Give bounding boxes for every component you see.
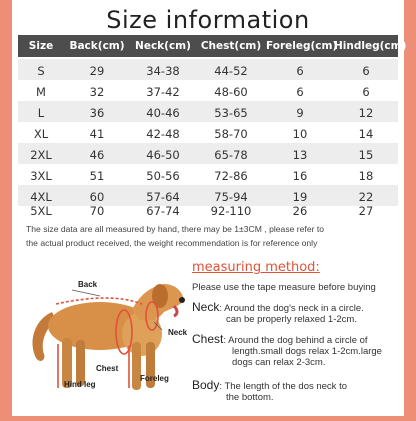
chest-text-1: : Around the dog behind a circle of xyxy=(223,335,368,346)
cell-neck: 34-38 xyxy=(146,64,180,78)
cell-back: 46 xyxy=(89,148,105,162)
cell-hindleg: 15 xyxy=(358,148,374,162)
table-header xyxy=(18,35,407,57)
cell-size: 5XL xyxy=(30,204,52,218)
cell-neck: 46-50 xyxy=(146,148,180,162)
neck-text-1: : Around the dog's neck in a circle. xyxy=(219,303,364,314)
cell-hindleg: 12 xyxy=(358,106,374,120)
cell-chest: 48-60 xyxy=(214,85,248,99)
cell-foreleg: 10 xyxy=(292,127,308,141)
table-row xyxy=(18,202,398,220)
dog-diagram xyxy=(12,260,192,416)
cell-back: 29 xyxy=(89,64,105,78)
back-pointer xyxy=(72,290,100,296)
header-neck: Neck(cm) xyxy=(135,40,191,52)
page-title: Size information xyxy=(106,6,310,34)
cell-neck: 40-46 xyxy=(146,106,180,120)
cell-hindleg: 27 xyxy=(358,204,374,218)
cell-back: 51 xyxy=(89,169,105,183)
cell-hindleg: 6 xyxy=(362,85,370,99)
cell-back: 32 xyxy=(89,85,105,99)
cell-hindleg: 18 xyxy=(358,169,374,183)
cell-hindleg: 6 xyxy=(362,64,370,78)
cell-chest: 53-65 xyxy=(214,106,248,120)
label-foreleg: Foreleg xyxy=(140,374,169,383)
cell-neck: 67-74 xyxy=(146,204,180,218)
chest-text-2: length.small dogs relax 1-2cm.large xyxy=(232,346,382,357)
measuring-title-text: measuring method: xyxy=(192,260,320,275)
cell-hindleg: 22 xyxy=(358,190,374,204)
note-line: The size data are all measured by hand, there may be 1±3CM , please refer to xyxy=(26,224,325,234)
label-chest: Chest xyxy=(96,364,119,373)
cell-back: 70 xyxy=(89,204,105,218)
measuring-title xyxy=(192,260,320,275)
cell-hindleg: 14 xyxy=(358,127,374,141)
cell-back: 41 xyxy=(89,127,105,141)
neck-instruction xyxy=(192,302,364,325)
table-row xyxy=(18,80,398,101)
note-line: the actual product received, the weight recommendation is for reference only xyxy=(26,238,318,248)
cell-neck: 37-42 xyxy=(146,85,180,99)
dog-nose xyxy=(179,297,185,303)
cell-size: 4XL xyxy=(30,190,52,204)
table-row xyxy=(18,122,398,143)
cell-neck: 57-64 xyxy=(146,190,180,204)
header-hindleg: Hindleg(cm) xyxy=(334,40,407,52)
cell-chest: 65-78 xyxy=(214,148,248,162)
body-instruction xyxy=(192,380,347,403)
label-hind-leg: Hind leg xyxy=(64,380,96,389)
neck-text-2: can be properly relaxed 1-2cm. xyxy=(226,314,357,325)
cell-size: M xyxy=(36,85,46,99)
cell-back: 60 xyxy=(89,190,105,204)
cell-neck: 50-56 xyxy=(146,169,180,183)
dog-illustration xyxy=(12,260,192,416)
cell-size: L xyxy=(37,106,45,120)
table-row xyxy=(18,164,398,185)
header-size: Size xyxy=(28,40,54,52)
dog-ear xyxy=(152,284,168,308)
cell-chest: 75-94 xyxy=(214,190,248,204)
cell-chest: 72-86 xyxy=(214,169,248,183)
cell-chest: 92-110 xyxy=(210,204,252,218)
cell-foreleg: 13 xyxy=(292,148,308,162)
cell-size: 2XL xyxy=(30,148,52,162)
cell-neck: 42-48 xyxy=(146,127,180,141)
chest-key: Chest xyxy=(192,332,224,346)
table-row xyxy=(18,101,398,122)
chest-text-3: dogs can relax 2-3cm. xyxy=(232,357,326,368)
cell-chest: 44-52 xyxy=(214,64,248,78)
cell-foreleg: 6 xyxy=(296,85,304,99)
cell-chest: 58-70 xyxy=(214,127,248,141)
chest-instruction xyxy=(192,334,382,368)
dog-tongue xyxy=(174,306,177,316)
header-chest: Chest(cm) xyxy=(200,40,262,52)
cell-foreleg: 6 xyxy=(296,64,304,78)
cell-size: S xyxy=(37,64,45,78)
table-row xyxy=(18,143,398,164)
measurement-note xyxy=(26,222,396,250)
header-foreleg: Foreleg(cm) xyxy=(266,40,338,52)
cell-foreleg: 26 xyxy=(292,204,308,218)
table-row xyxy=(18,59,398,80)
body-key: Body xyxy=(192,378,220,392)
cell-foreleg: 16 xyxy=(292,169,308,183)
cell-foreleg: 19 xyxy=(292,190,308,204)
body-text-1: : The length of the dos neck to xyxy=(219,381,347,392)
cell-size: XL xyxy=(33,127,49,141)
label-back: Back xyxy=(78,280,98,289)
cell-size: 3XL xyxy=(30,169,52,183)
measuring-intro: Please use the tape measure before buying xyxy=(192,282,376,293)
body-text-2: the bottom. xyxy=(226,392,274,403)
size-chart-card xyxy=(12,0,407,416)
cell-back: 36 xyxy=(89,106,105,120)
header-back: Back(cm) xyxy=(69,40,125,52)
neck-key: Neck xyxy=(192,300,220,314)
cell-foreleg: 9 xyxy=(296,106,304,120)
label-neck: Neck xyxy=(168,328,188,337)
